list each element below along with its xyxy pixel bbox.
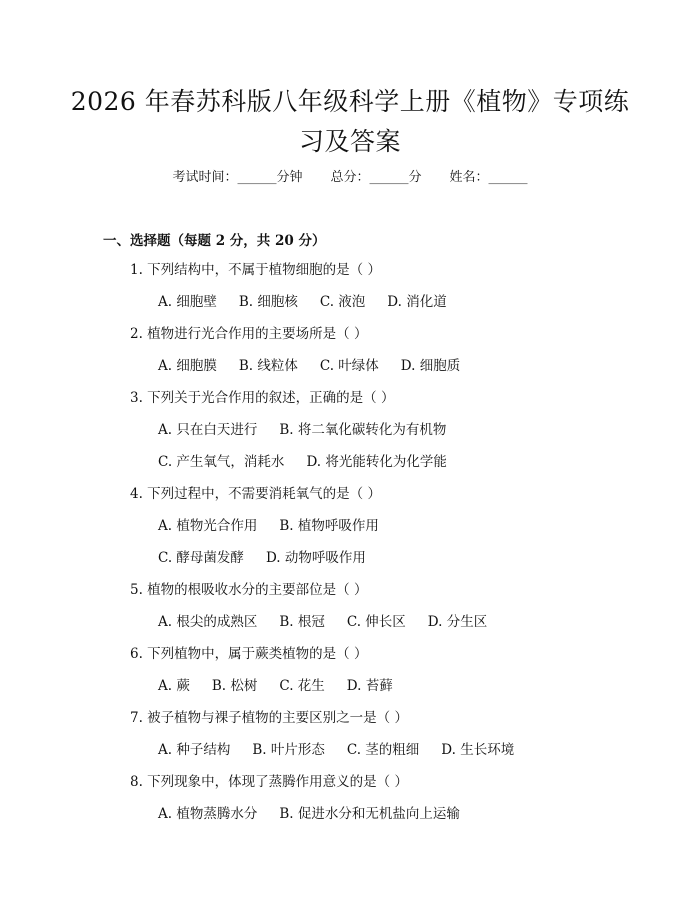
option-label: B. 促进水分和无机盐向上运输 — [279, 806, 460, 822]
option-label: B. 线粒体 — [238, 358, 298, 374]
question-3-options — [158, 452, 469, 472]
question-5: 5. 植物的根吸收水分的主要部位是（ ） — [130, 582, 368, 598]
question-4-options — [158, 516, 401, 536]
option-label: A. 蕨 — [158, 678, 190, 694]
option-label: B. 叶片形态 — [252, 742, 325, 758]
question-7: 7. 被子植物与裸子植物的主要区别之一是（ ） — [130, 710, 408, 726]
question-8-options — [158, 804, 482, 824]
option-label: D. 分生区 — [427, 614, 488, 630]
question-2: 2. 植物进行光合作用的主要场所是（ ） — [130, 326, 368, 342]
question-2-options — [158, 356, 482, 376]
exam-meta — [0, 169, 700, 187]
question-6: 6. 下列植物中，属于蕨类植物的是（ ） — [130, 646, 368, 662]
option-label: A. 种子结构 — [158, 742, 231, 758]
option-label: C. 叶绿体 — [319, 358, 379, 374]
option-label: D. 生长环境 — [441, 742, 515, 758]
question-4: 4. 下列过程中，不需要消耗氧气的是（ ） — [130, 486, 381, 502]
option-label: B. 松树 — [211, 678, 258, 694]
question-5-options — [158, 612, 509, 632]
option-label: C. 花生 — [279, 678, 325, 694]
option-label: D. 动物呼吸作用 — [265, 550, 366, 566]
option-label: C. 产生氧气，消耗水 — [158, 454, 285, 470]
option-label: D. 消化道 — [387, 294, 447, 310]
question-1-options — [158, 292, 469, 312]
option-label: A. 细胞壁 — [158, 294, 217, 310]
option-label: C. 液泡 — [319, 294, 366, 310]
question-4-options — [158, 548, 388, 568]
option-label: A. 植物蒸腾水分 — [158, 806, 258, 822]
question-6-options — [158, 676, 415, 696]
option-label: B. 细胞核 — [238, 294, 298, 310]
option-label: C. 酵母菌发酵 — [158, 550, 244, 566]
section-title: 一、选择题（每题 2 分，共 20 分） — [103, 233, 326, 249]
option-label: C. 茎的粗细 — [346, 742, 420, 758]
name-label: 姓名：______ — [449, 170, 528, 185]
option-label: A. 细胞膜 — [158, 358, 217, 374]
question-8: 8. 下列现象中，体现了蒸腾作用意义的是（ ） — [130, 774, 408, 790]
option-label: B. 将二氧化碳转化为有机物 — [279, 422, 447, 438]
question-3: 3. 下列关于光合作用的叙述，正确的是（ ） — [130, 390, 395, 406]
question-3-options — [158, 420, 468, 440]
option-label: A. 只在白天进行 — [158, 422, 258, 438]
option-label: B. 根冠 — [279, 614, 325, 630]
option-label: D. 细胞质 — [400, 358, 461, 374]
option-label: A. 根尖的成熟区 — [158, 614, 258, 630]
score-label: 总分：______分 — [330, 170, 422, 185]
option-label: D. 苔藓 — [346, 678, 393, 694]
question-1: 1. 下列结构中，不属于植物细胞的是（ ） — [130, 262, 381, 278]
option-label: C. 伸长区 — [346, 614, 406, 630]
page-title: 2026 年春苏科版八年级科学上册《植物》专项练习及答案 — [70, 87, 630, 156]
option-label: D. 将光能转化为化学能 — [306, 454, 447, 470]
option-label: B. 植物呼吸作用 — [279, 518, 379, 534]
question-7-options — [158, 740, 536, 760]
time-label: 考试时间：______分钟 — [172, 170, 303, 185]
option-label: A. 植物光合作用 — [158, 518, 258, 534]
